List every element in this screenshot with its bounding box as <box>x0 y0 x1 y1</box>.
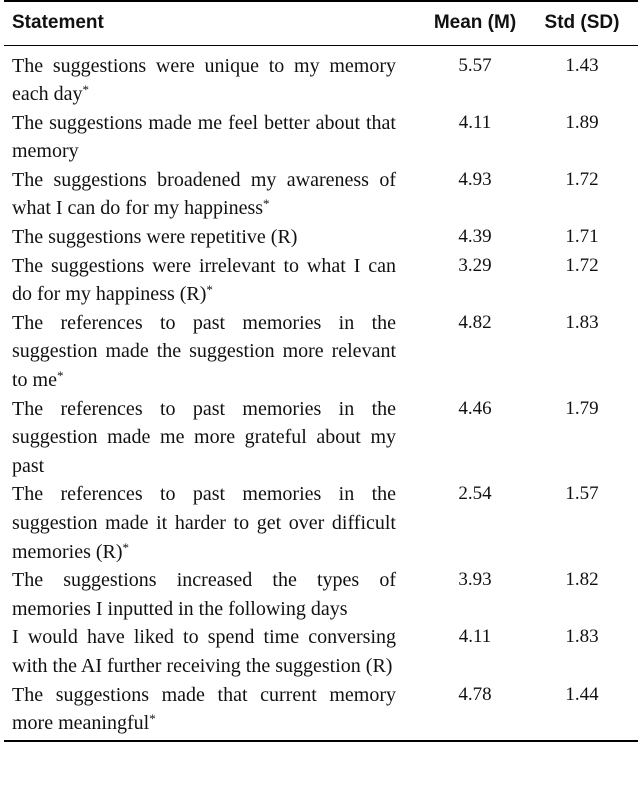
mean-cell: 4.93 <box>458 168 492 190</box>
sd-cell: 1.72 <box>565 168 599 190</box>
table-body <box>4 45 638 741</box>
statement-text: The suggestions were unique to my memory each day <box>12 54 396 106</box>
sd-cell: 1.83 <box>565 311 599 333</box>
results-table <box>4 0 638 742</box>
statement-cell <box>4 395 404 481</box>
header-statement: Statement <box>4 1 404 45</box>
mean-cell: 4.11 <box>458 626 492 648</box>
statement-cell <box>4 252 404 309</box>
mean-cell: 5.57 <box>458 54 492 76</box>
significance-marker: * <box>206 282 213 298</box>
table-row <box>4 252 638 309</box>
table-row <box>4 566 638 623</box>
significance-marker: * <box>57 368 64 384</box>
mean-cell: 4.39 <box>458 226 492 248</box>
statement-cell <box>4 480 404 566</box>
sd-cell: 1.79 <box>565 397 599 419</box>
statement-cell <box>4 223 404 252</box>
header-sd: Std (SD) <box>526 1 638 45</box>
statement-text: The suggestions made me feel better about that memory <box>12 111 396 163</box>
header-mean: Mean (M) <box>404 1 526 45</box>
sd-cell: 1.72 <box>565 254 599 276</box>
sd-cell: 1.43 <box>565 54 599 76</box>
sd-cell: 1.57 <box>565 483 599 505</box>
mean-cell: 4.11 <box>458 111 492 133</box>
significance-marker: * <box>122 539 130 555</box>
table-row <box>4 45 638 109</box>
sd-cell: 1.82 <box>565 569 599 591</box>
statement-text: The suggestions broadened my awareness of what I can do for my happiness <box>12 168 396 220</box>
statement-text: The suggestions were irrelevant to what I can do for my happiness (R) <box>12 254 396 306</box>
mean-cell: 3.93 <box>458 569 492 591</box>
statement-cell <box>4 45 404 109</box>
sd-cell: 1.44 <box>526 681 638 741</box>
sd-cell: 1.83 <box>565 626 599 648</box>
mean-cell: 4.78 <box>404 681 526 741</box>
statement-text: The references to past memories in the suggestion made it harder to get over difficult memories (R) <box>12 483 396 563</box>
table-header <box>4 1 638 45</box>
statement-text: The suggestions were repetitive (R) <box>12 226 298 249</box>
table-row <box>4 681 638 741</box>
table-row <box>4 109 638 166</box>
statement-cell <box>4 681 404 741</box>
statement-cell <box>4 309 404 395</box>
table-row <box>4 623 638 680</box>
significance-marker: * <box>263 196 270 212</box>
table-row <box>4 480 638 566</box>
mean-cell: 3.29 <box>458 254 492 276</box>
statement-text: The suggestions made that current memory more meaningful <box>12 683 396 735</box>
statement-text: I would have liked to spend time conversing with the AI further receiving the suggestion (R) <box>12 626 396 677</box>
table-row <box>4 309 638 395</box>
significance-marker: * <box>149 711 156 727</box>
table-row <box>4 223 638 252</box>
statement-text: The references to past memories in the suggestion made the suggestion more relevant to me <box>12 311 396 392</box>
mean-cell: 4.46 <box>458 397 492 419</box>
statement-cell <box>4 166 404 223</box>
table-row <box>4 395 638 481</box>
table-row <box>4 166 638 223</box>
statement-cell <box>4 566 404 623</box>
significance-marker: * <box>82 82 90 98</box>
mean-cell: 4.82 <box>458 311 492 333</box>
header-row <box>4 1 638 45</box>
statement-cell <box>4 109 404 166</box>
mean-cell: 2.54 <box>458 483 492 505</box>
sd-cell: 1.71 <box>565 226 599 248</box>
statement-text: The references to past memories in the suggestion made me more grateful about my past <box>12 397 396 477</box>
statement-cell <box>4 623 404 680</box>
sd-cell: 1.89 <box>565 111 599 133</box>
statement-text: The suggestions increased the types of memories I inputted in the following days <box>12 569 396 620</box>
